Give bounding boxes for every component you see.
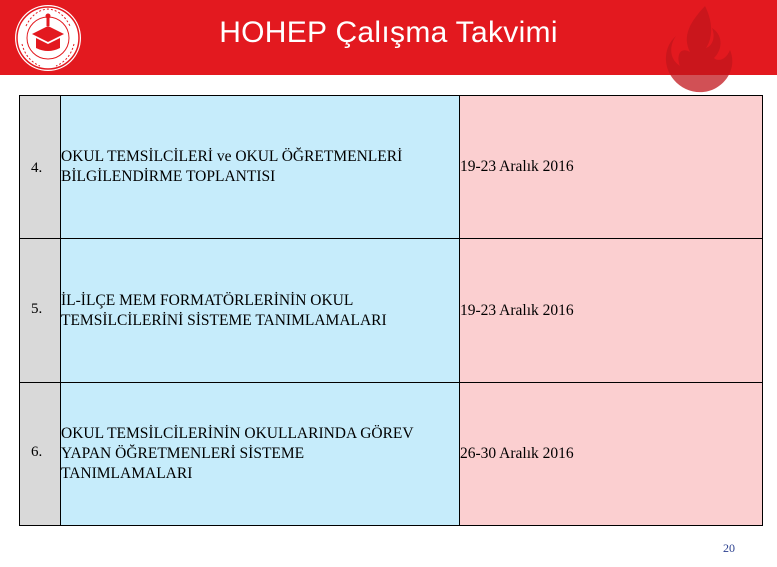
task-cell <box>61 239 460 383</box>
row-number-cell <box>20 96 61 239</box>
task-line: TEMSİLCİLERİNİ SİSTEME TANIMLAMALARI <box>61 311 387 329</box>
row-number-cell <box>20 383 61 526</box>
row-number-cell <box>20 239 61 383</box>
page-number: 20 <box>723 541 735 555</box>
task-line: OKUL TEMSİLCİLERİNİN OKULLARINDA GÖREV <box>61 425 414 442</box>
task-line: YAPAN ÖĞRETMENLERİ SİSTEME <box>61 445 305 462</box>
table-row <box>20 383 763 526</box>
task-line: TANIMLAMALARI <box>61 465 193 482</box>
date-cell: 26-30 Aralık 2016 <box>460 383 763 526</box>
row-number: 5. <box>31 301 43 317</box>
task-cell <box>61 96 460 239</box>
date-cell: 19-23 Aralık 2016 <box>460 239 763 383</box>
task-cell <box>61 383 460 526</box>
row-number: 6. <box>31 444 43 460</box>
table-row <box>20 239 763 383</box>
flame-icon <box>660 4 740 99</box>
task-line: BİLGİLENDİRME TOPLANTISI <box>61 168 276 185</box>
header-bar <box>0 0 777 75</box>
row-number: 4. <box>31 160 43 176</box>
task-line: OKUL TEMSİLCİLERİ ve OKUL ÖĞRETMENLERİ <box>61 148 403 165</box>
page-title: HOHEP Çalışma Takvimi <box>219 16 558 49</box>
task-line: İL-İLÇE MEM FORMATÖRLERİNİN OKUL <box>61 291 354 309</box>
table-row <box>20 96 763 239</box>
work-schedule-table <box>19 95 763 526</box>
date-cell: 19-23 Aralık 2016 <box>460 96 763 239</box>
